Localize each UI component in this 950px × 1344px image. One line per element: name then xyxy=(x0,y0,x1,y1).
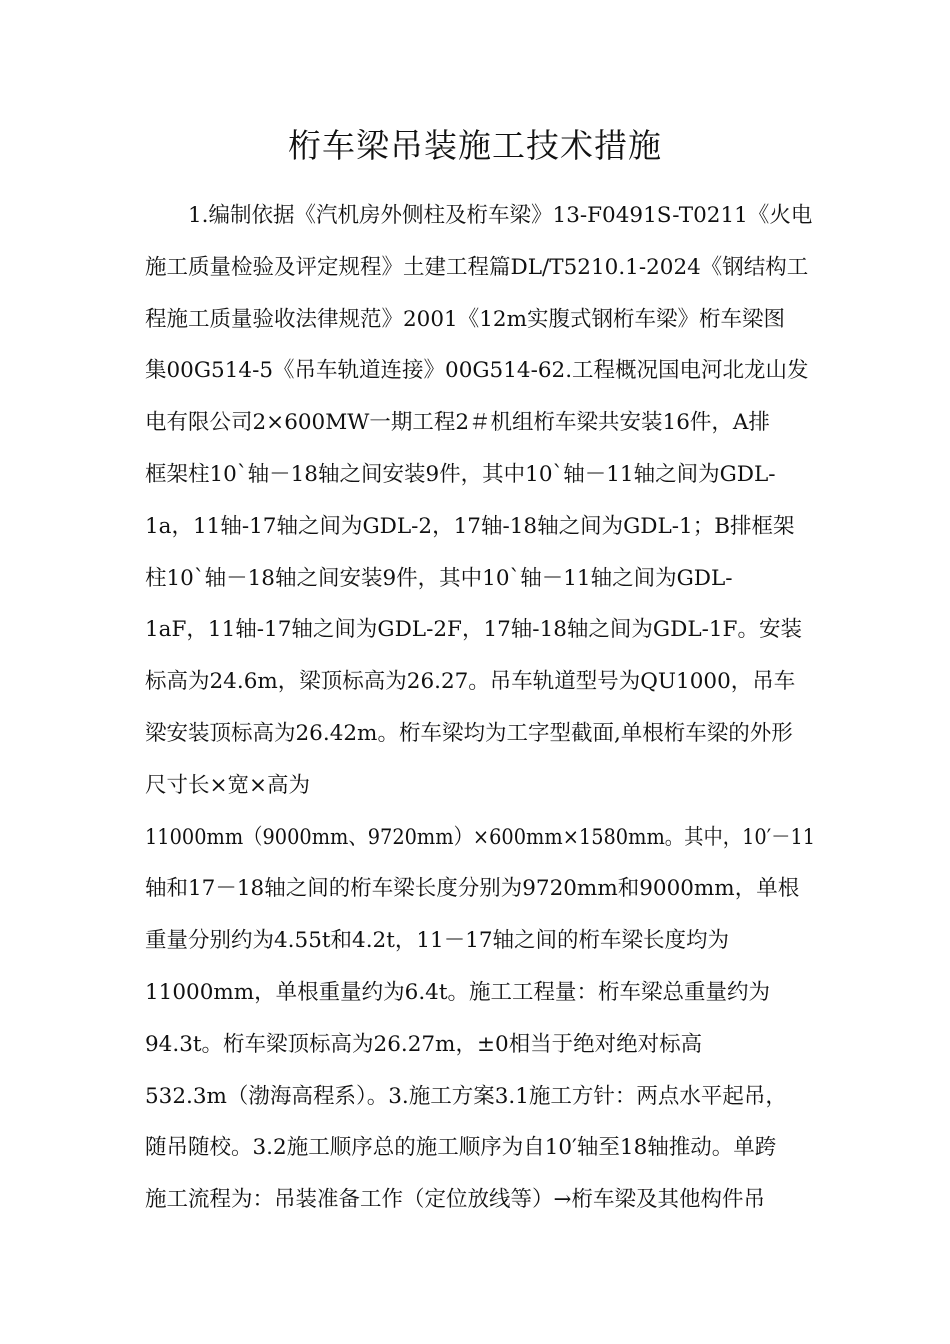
text-line: 532.3m（渤海高程系）。3.施工方案3.1施工方针：两点水平起吊， xyxy=(145,1083,787,1109)
text-line: 梁安装顶标高为26.42m。桁车梁均为工字型截面,单根桁车梁的外形 xyxy=(145,720,793,746)
text-line: 11000mm，单根重量约为6.4t。施工工程量：桁车梁总重量约为 xyxy=(145,979,771,1005)
text-line: 电有限公司2×600MW一期工程2＃机组桁车梁共安装16件，A排 xyxy=(145,410,770,436)
text-line: 框架柱10`轴－18轴之间安装9件，其中10`轴－11轴之间为GDL- xyxy=(145,461,776,487)
text-line: 轴和17－18轴之间的桁车梁长度分别为9720mm和9000mm，单根 xyxy=(145,876,800,902)
text-line: 1.编制依据《汽机房外侧柱及桁车梁》13-F0491S-T0211《火电 xyxy=(145,203,813,228)
text-line: 重量分别约为4.55t和4.2t，11－17轴之间的桁车梁长度均为 xyxy=(145,928,730,954)
text-line: 柱10`轴－18轴之间安装9件，其中10`轴－11轴之间为GDL- xyxy=(145,565,733,591)
body-text xyxy=(145,190,815,1226)
text-line: 施工流程为：吊装准备工作（定位放线等）→桁车梁及其他构件吊 xyxy=(145,1187,766,1213)
text-line: 集00G514-5《吊车轨道连接》00G514-62.工程概况国电河北龙山发 xyxy=(145,358,809,384)
document-title: 桁车梁吊装施工技术措施 xyxy=(288,126,662,165)
text-line: 1aF，11轴-17轴之间为GDL-2F，17轴-18轴之间为GDL-1F。安装 xyxy=(145,617,802,643)
text-line: 11000mm（9000mm、9720mm）×600mm×1580mm。其中，10′－11 xyxy=(145,824,816,850)
text-line: 94.3t。桁车梁顶标高为26.27m，±0相当于绝对绝对标高 xyxy=(145,1031,703,1057)
text-line: 标高为24.6m，梁顶标高为26.27。吊车轨道型号为QU1000，吊车 xyxy=(145,669,796,695)
text-line: 施工质量检验及评定规程》土建工程篇DL/T5210.1-2024《钢结构工 xyxy=(145,254,809,280)
text-line: 随吊随校。3.2施工顺序总的施工顺序为自10′轴至18轴推动。单跨 xyxy=(145,1135,777,1161)
text-line: 1a，11轴-17轴之间为GDL-2，17轴-18轴之间为GDL-1；B排框架 xyxy=(145,513,795,539)
text-line: 程施工质量验收法律规范》2001《12m实腹式钢桁车梁》桁车梁图 xyxy=(145,306,785,332)
text-line: 尺寸长×宽×高为 xyxy=(145,772,311,798)
